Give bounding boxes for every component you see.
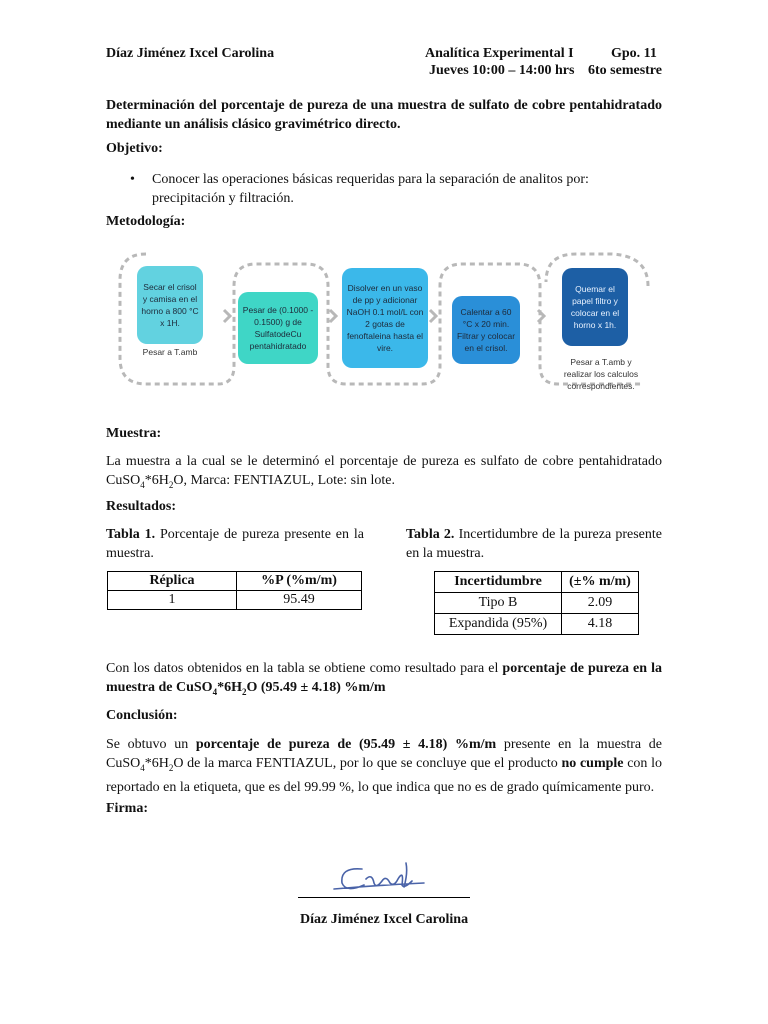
step-1-box: Secar el crisol y camisa en el horno a 800 °C x 1H. [137, 266, 203, 344]
step-1-note: Pesar a T.amb [142, 347, 198, 357]
table-row [108, 591, 362, 610]
methodology-heading: Metodología: [106, 214, 186, 229]
signature-heading: Firma: [106, 801, 148, 816]
group-label: Gpo. 11 [611, 46, 657, 61]
column-header: Incertidumbre [435, 572, 562, 593]
objective-heading: Objetivo: [106, 141, 163, 156]
sample-heading: Muestra: [106, 426, 162, 441]
table-cell: 4.18 [562, 614, 639, 635]
semester-label: 6to semestre [588, 63, 662, 78]
conclusion-heading: Conclusión: [106, 708, 178, 723]
table-cell: Expandida (95%) [435, 614, 562, 635]
column-header: (±% m/m) [562, 572, 639, 593]
table-header-row [108, 572, 362, 591]
table2-caption: Tabla 2. Incertidumbre de la pureza presente en la muestra. [406, 527, 662, 561]
conclusion-paragraph: Se obtuvo un porcentaje de pureza de (95.49 ± 4.18) %m/m presente en la muestra de $CuSO_4*6H_2O$ de la marca FENTIAZUL, por lo que se concluye que el producto no cumple con lo reportado en la etiqueta, que es del 99.99 %, lo que indica que no es de grado químicamente puro. [106, 737, 662, 795]
uncertainty-table [434, 571, 639, 635]
step-5-note: Pesar a T.amb y realizar los calculos correspondientes. [563, 357, 639, 391]
purity-table [107, 571, 362, 610]
table-row [435, 593, 639, 614]
author-name: Díaz Jiménez Ixcel Carolina [106, 46, 275, 61]
signature-name: Díaz Jiménez Ixcel Carolina [300, 912, 469, 927]
table-row [435, 614, 639, 635]
document-title: Determinación del porcentaje de pureza de una muestra de sulfato de cobre pentahidratado mediante un análisis clásico gravimétrico directo. [106, 98, 662, 132]
step-4-box: Calentar a 60 °C x 20 min. Filtrar y colocar en el crisol. [452, 296, 520, 364]
table-cell: 95.49 [237, 591, 362, 610]
results-heading: Resultados: [106, 499, 177, 514]
table-cell: 2.09 [562, 593, 639, 614]
table-cell: 1 [108, 591, 237, 610]
methodology-flow-diagram [106, 246, 666, 408]
handwritten-signature [320, 855, 430, 900]
results-summary: Con los datos obtenidos en la tabla se obtiene como resultado para el porcentaje de pureza en la muestra de $CuSO_4*6H_2O$ (95.49 ± 4.18) %m/m [106, 661, 662, 697]
course-name: Analítica Experimental I [425, 46, 574, 61]
signature-line [298, 897, 470, 898]
column-header: %P (%m/m) [237, 572, 362, 591]
table1-caption: Tabla 1. Porcentaje de pureza presente en la muestra. [106, 527, 365, 561]
step-2-box: Pesar de (0.1000 - 0.1500) g de SulfatodeCu pentahidratado [238, 292, 318, 364]
objective-text: Conocer las operaciones básicas requeridas para la separación de analitos por: precipitación y filtración. [152, 172, 589, 206]
bullet-icon: • [130, 172, 135, 187]
step-3-box: Disolver en un vaso de pp y adicionar NaOH 0.1 mol/L con 2 gotas de fenoftaleina hasta el vire. [342, 268, 428, 368]
schedule-label: Jueves 10:00 – 14:00 hrs [429, 63, 575, 78]
step-5-box: Quemar el papel filtro y colocar en el horno x 1h. [562, 268, 628, 346]
table-cell: Tipo B [435, 593, 562, 614]
sample-paragraph: La muestra a la cual se le determinó el porcentaje de pureza es sulfato de cobre pentahidratado $CuSO_4*6H_2O$, Marca: FENTIAZUL, Lote: sin lote. [106, 454, 662, 490]
table-header-row [435, 572, 639, 593]
column-header: Réplica [108, 572, 237, 591]
